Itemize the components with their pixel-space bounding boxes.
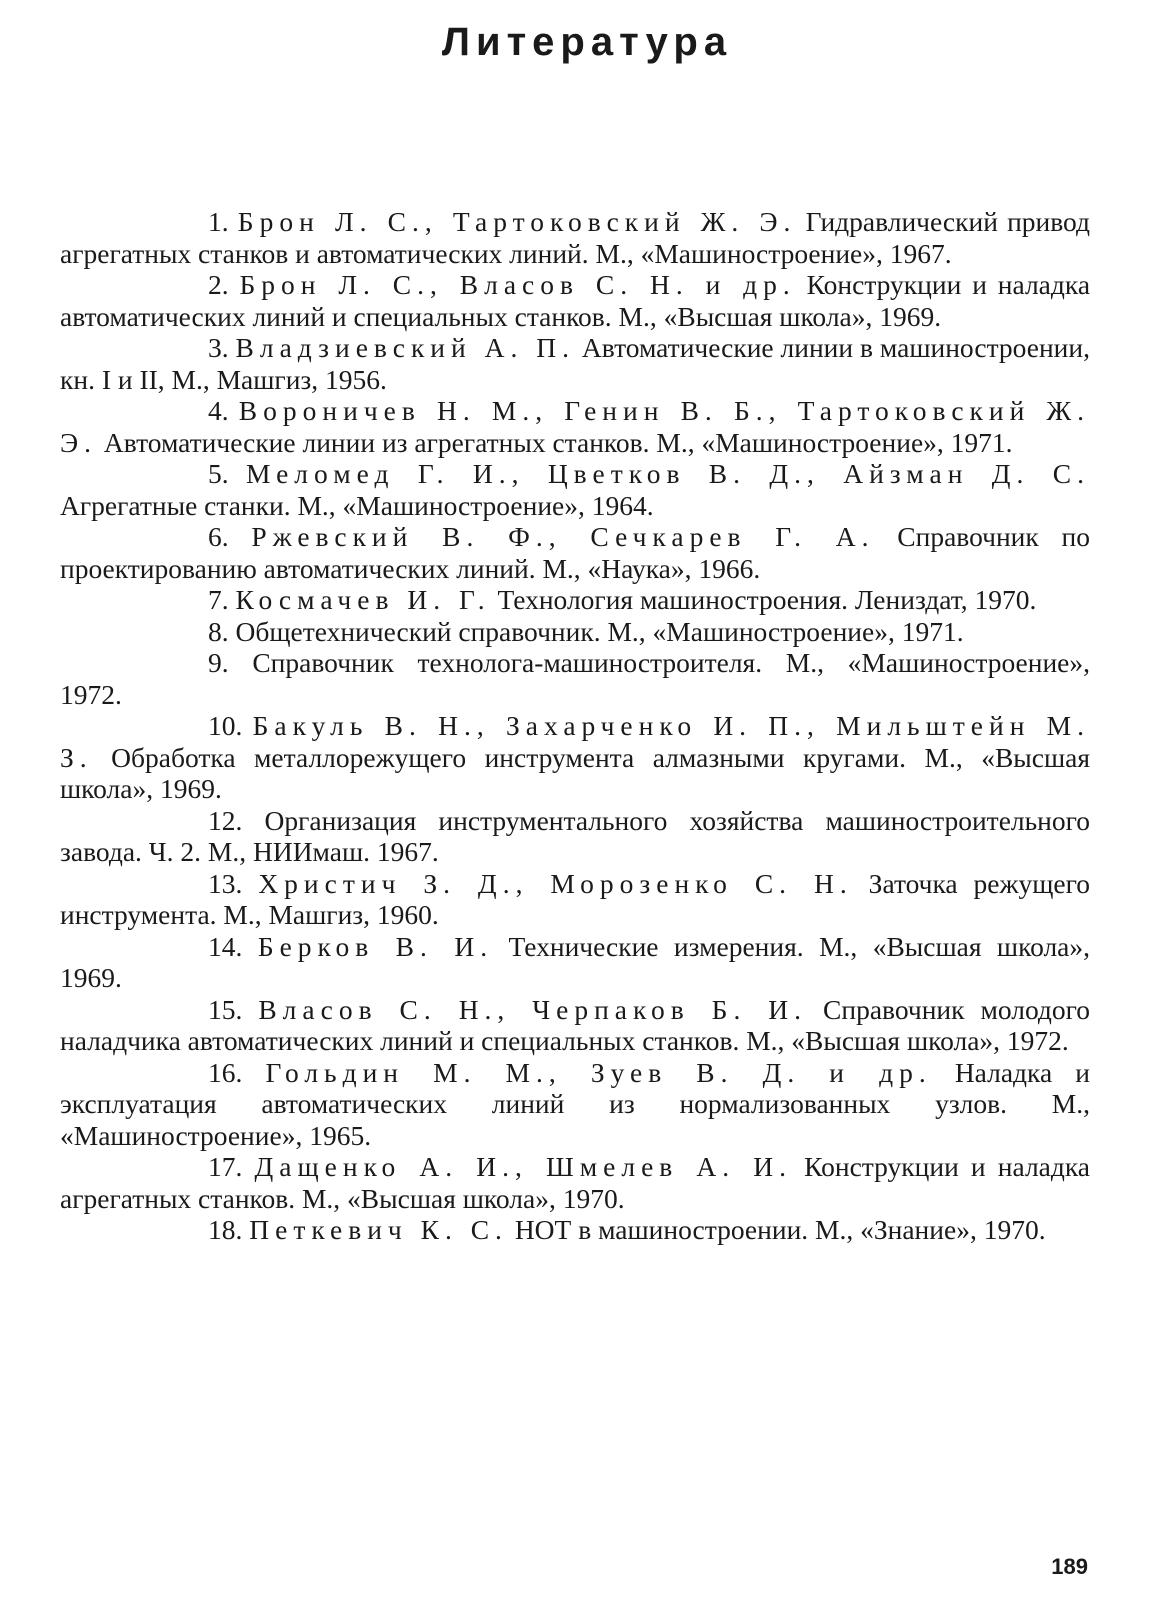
reference-text: Общетехнический справочник. М., «Машиностроение», 1971. <box>235 615 964 647</box>
reference-number: 7. <box>208 584 229 615</box>
reference-item <box>60 710 1090 805</box>
reference-item <box>60 994 1090 1057</box>
reference-text: Конструкции и наладка агрегатных станков. М., «Высшая школа», 1970. <box>60 1151 1091 1214</box>
reference-item <box>60 206 1090 269</box>
reference-text: Справочник молодого наладчика автоматических линий и специальных станков. М., «Высшая школа», 1972. <box>60 993 1091 1056</box>
reference-number: 14. <box>208 930 243 962</box>
reference-authors: Петкевич К. С. <box>249 1214 508 1245</box>
reference-text: Справочник технолога-машиностроителя. М., «Машиностроение», 1972. <box>60 647 1091 710</box>
reference-item <box>60 1057 1090 1152</box>
reference-authors: Брон Л. С., Тартоковский Ж. Э. <box>237 206 797 237</box>
reference-authors: Берков В. И. <box>257 930 494 962</box>
reference-number: 4. <box>208 395 229 426</box>
reference-item <box>60 521 1090 584</box>
reference-item <box>60 647 1090 710</box>
reference-text: Агрегатные станки. М., «Машиностроение», 1964. <box>60 489 654 521</box>
reference-authors: Владзиевский А. П. <box>235 332 576 363</box>
reference-authors: Ржевский В. Ф., Сечкарев Г. А. <box>251 521 875 552</box>
reference-number: 12. <box>208 804 243 836</box>
reference-text: Технология машиностроения. Лениздат, 1970. <box>497 584 1037 615</box>
reference-text: Автоматические линии из агрегатных станков. М., «Машиностроение», 1971. <box>103 426 1013 458</box>
reference-text: Автоматические линии в машиностроении, кн. I и II, М., Машгиз, 1956. <box>60 332 1090 395</box>
reference-authors: Гольдин М. М., Зуев В. Д. и др. <box>265 1056 932 1088</box>
reference-item <box>60 269 1090 332</box>
reference-text: Технические измерения. М., «Высшая школа», 1969. <box>60 930 1091 993</box>
reference-number: 3. <box>208 332 229 363</box>
reference-item <box>60 458 1090 521</box>
reference-item <box>60 1214 1090 1246</box>
reference-authors: Вороничев Н. М., Генин В. Б., Тартоковский Ж. Э. <box>60 395 1090 458</box>
reference-authors: Дащенко А. И., Шмелев А. И. <box>254 1151 793 1182</box>
reference-number: 17. <box>208 1151 243 1182</box>
reference-list <box>60 206 1090 1246</box>
reference-text: НОТ в машиностроении. М., «Знание», 1970. <box>514 1214 1046 1245</box>
reference-number: 10. <box>208 710 243 741</box>
reference-text: Наладка и эксплуатация автоматических линий из нормализованных узлов. М., «Машиностроение», 1965. <box>60 1056 1090 1151</box>
reference-authors: Меломед Г. И., Цветков В. Д., Айзман Д. С. <box>245 458 1090 489</box>
reference-item <box>60 584 1090 616</box>
page-title: Литература <box>441 20 733 64</box>
reference-number: 15. <box>208 993 243 1025</box>
reference-authors: Космачев И. Г. <box>235 584 491 615</box>
reference-text: Конструкции и наладка автоматических линий и специальных станков. М., «Высшая школа», 1969. <box>60 269 1091 332</box>
reference-number: 8. <box>208 615 229 647</box>
reference-authors: Брон Л. С., Власов С. Н. и др. <box>239 269 796 300</box>
reference-item <box>60 616 1090 648</box>
reference-authors: Власов С. Н., Черпаков Б. И. <box>258 993 808 1025</box>
reference-number: 1. <box>208 206 229 237</box>
reference-number: 13. <box>208 867 243 899</box>
reference-text: Гидравлический привод агрегатных станков и автоматических линий. М., «Машиностроение», 1967. <box>60 206 1091 269</box>
reference-text: Организация инструментального хозяйства машиностроительного завода. Ч. 2. М., НИИмаш. 1967. <box>60 804 1090 867</box>
reference-text: Обработка металлорежущего инструмента алмазными кругами. М., «Высшая школа», 1969. <box>60 741 1091 804</box>
reference-authors: Бакуль В. Н., Захарченко И. П., Мильштейн М. З. <box>60 710 1090 773</box>
reference-authors: Христич З. Д., Морозенко С. Н. <box>258 867 853 899</box>
reference-number: 6. <box>208 521 229 552</box>
reference-item <box>60 395 1090 458</box>
reference-number: 9. <box>208 647 229 678</box>
reference-item <box>60 1151 1090 1214</box>
reference-number: 16. <box>208 1056 243 1088</box>
reference-item <box>60 931 1090 994</box>
reference-text: Заточка режущего инструмента. М., Машгиз, 1960. <box>60 867 1090 930</box>
page-number: 189 <box>1051 1554 1088 1579</box>
reference-item <box>60 332 1090 395</box>
reference-item <box>60 868 1090 931</box>
reference-number: 18. <box>208 1214 243 1245</box>
reference-item <box>60 805 1090 868</box>
reference-number: 2. <box>208 269 229 300</box>
reference-number: 5. <box>208 458 229 489</box>
reference-text: Справочник по проектированию автоматических линий. М., «Наука», 1966. <box>60 521 1090 584</box>
